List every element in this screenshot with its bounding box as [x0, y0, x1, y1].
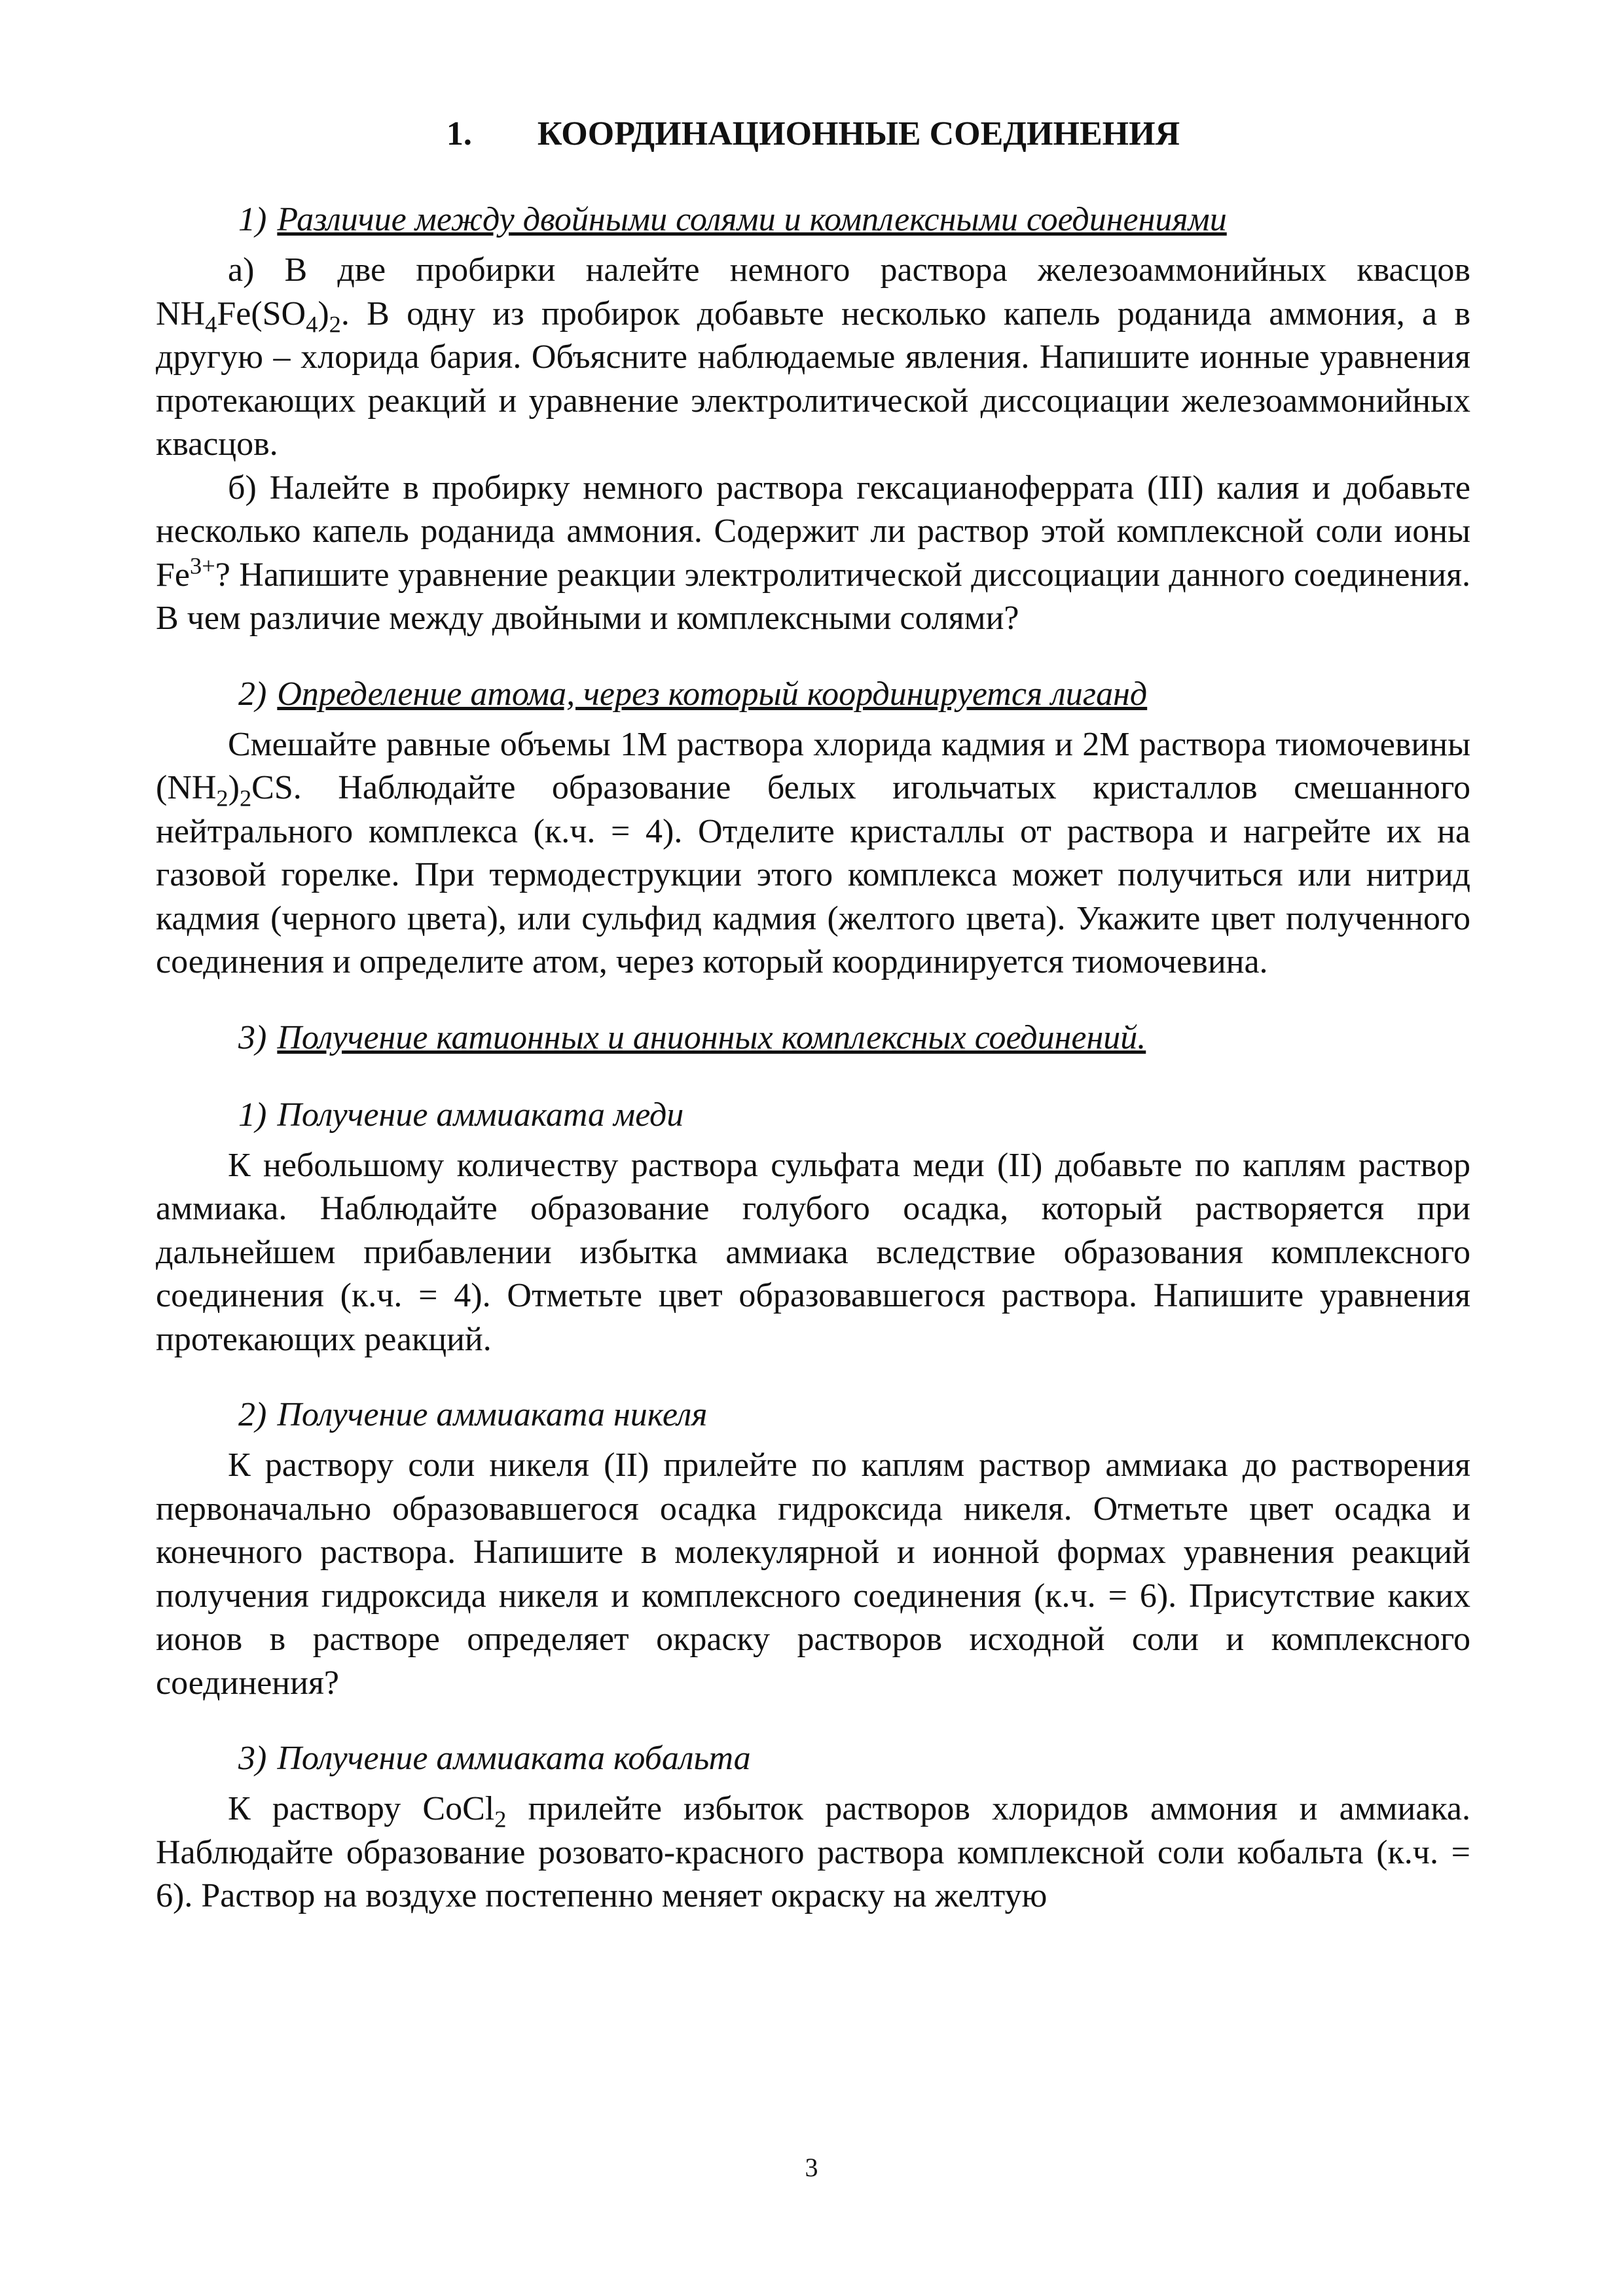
subsection-2-title: Получение аммиаката никеля	[277, 1396, 708, 1433]
subsection-2-heading	[156, 1393, 1470, 1437]
section-2-heading	[156, 672, 1470, 717]
subsection-1-heading	[156, 1093, 1470, 1138]
subsection-2-paragraph: К раствору соли никеля (II) прилейте по каплям раствор аммиака до растворения первоначально образовавшегося осадка гидроксида никеля. Отметьте цвет осадка и конечного раствора. Напишите в молекулярной и ионной формах уравнения реакций получения гидроксида никеля и комплексного соединения (к.ч. = 6). Присутствие каких ионов в растворе определяет окраску растворов исходной соли и комплексного соединения?	[156, 1446, 1470, 1702]
section-1-paragraph-b: б) Налейте в пробирку немного раствора гексацианоферрата (III) калия и добавьте несколько капель роданида аммония. Содержит ли раствор этой комплексной соли ионы $Fe^{3+}$? Напишите уравнение реакции электролитической диссоциации данного соединения. В чем различие между двойными и комплексными солями?	[156, 469, 1470, 637]
chapter-title	[156, 111, 1470, 157]
chapter-number: 1.	[446, 115, 472, 152]
page-content	[156, 111, 1470, 1918]
chapter-title-text: КООРДИНАЦИОННЫЕ СОЕДИНЕНИЯ	[537, 115, 1180, 152]
section-1-heading	[156, 198, 1470, 242]
section-1-title: Различие между двойными солями и комплексными соединениями	[277, 201, 1227, 238]
section-2-paragraph: Смешайте равные объемы 1М раствора хлорида кадмия и 2М раствора тиомочевины $(NH_2)_2CS$. Наблюдайте образование белых игольчатых кристаллов смешанного нейтрального комплекса (к.ч. = 4). Отделите кристаллы от раствора и нагрейте их на газовой горелке. При термодеструкции этого комплекса может получиться или нитрид кадмия (черного цвета), или сульфид кадмия (желтого цвета). Укажите цвет полученного соединения и определите атом, через который координируется тиомочевина.	[156, 725, 1470, 980]
section-3-label: 3)	[238, 1018, 267, 1056]
subsection-2-label: 2)	[238, 1396, 267, 1433]
section-2-title: Определение атома, через который координируется лиганд	[277, 675, 1148, 713]
section-3-heading	[156, 1016, 1470, 1060]
subsection-3-title: Получение аммиаката кобальта	[277, 1740, 751, 1777]
subsection-3-paragraph: К раствору CoCl$_2$ прилейте избыток растворов хлоридов аммония и аммиака. Наблюдайте образование розовато-красного раствора комплексной соли кобальта (к.ч. = 6). Раствор на воздухе постепенно меняет окраску на желтую	[156, 1790, 1470, 1914]
section-1-label: 1)	[238, 201, 267, 238]
section-3-title: Получение катионных и анионных комплексных соединений.	[277, 1018, 1146, 1056]
section-1-paragraph-a: а) В две пробирки налейте немного раствора железоаммонийных квасцов $NH_4Fe(SO_4)_2$. В одну из пробирок добавьте несколько капель роданида аммония, а в другую – хлорида бария. Объясните наблюдаемые явления. Напишите ионные уравнения протекающих реакций и уравнение электролитической диссоциации железоаммонийных квасцов.	[156, 251, 1470, 463]
subsection-1-label: 1)	[238, 1096, 267, 1134]
subsection-1-paragraph: К небольшому количеству раствора сульфата меди (II) добавьте по каплям раствор аммиака. Наблюдайте образование голубого осадка, который растворяется при дальнейшем прибавлении избытка аммиака вследствие образования комплексного соединения (к.ч. = 4). Отметьте цвет образовавшегося раствора. Напишите уравнения протекающих реакций.	[156, 1146, 1470, 1358]
subsection-1-title: Получение аммиаката меди	[277, 1096, 684, 1134]
subsection-3-label: 3)	[238, 1740, 267, 1777]
section-2-label: 2)	[238, 675, 267, 713]
subsection-3-heading	[156, 1736, 1470, 1781]
page-number: 3	[805, 2153, 818, 2182]
